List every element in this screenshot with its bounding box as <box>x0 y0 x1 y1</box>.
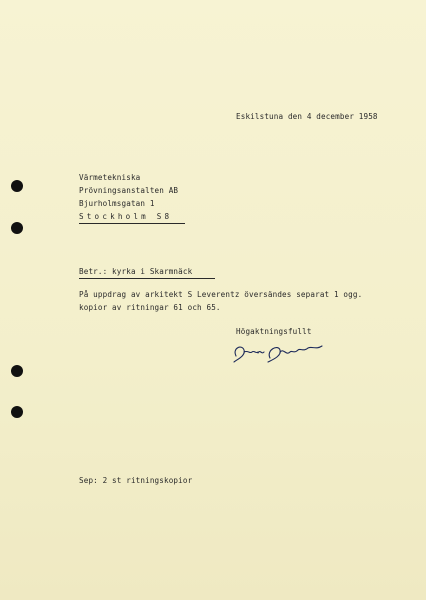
city-underline <box>79 223 185 224</box>
body-line-2: kopior av ritningar 61 och 65. <box>79 303 221 312</box>
punch-hole <box>11 365 23 377</box>
subject-underline <box>79 278 215 279</box>
closing: Högaktningsfullt <box>236 327 312 336</box>
punch-hole <box>11 406 23 418</box>
body-line-1: På uppdrag av arkitekt S Leverentz översändes separat 1 ogg. <box>79 290 363 299</box>
punch-hole <box>11 222 23 234</box>
recipient-line-2: Prövningsanstalten AB <box>79 186 179 195</box>
handwritten-signature <box>228 336 328 366</box>
punch-hole <box>11 180 23 192</box>
date-line: Eskilstuna den 4 december 1958 <box>236 112 378 121</box>
recipient-line-3: Bjurholmsgatan 1 <box>79 199 155 208</box>
recipient-city: Stockholm S8 <box>79 212 173 221</box>
subject-line: Betr.: kyrka i Skarmnäck <box>79 267 193 276</box>
enclosure-note: Sep: 2 st ritningskopior <box>79 476 193 485</box>
recipient-line-1: Värmetekniska <box>79 173 141 182</box>
